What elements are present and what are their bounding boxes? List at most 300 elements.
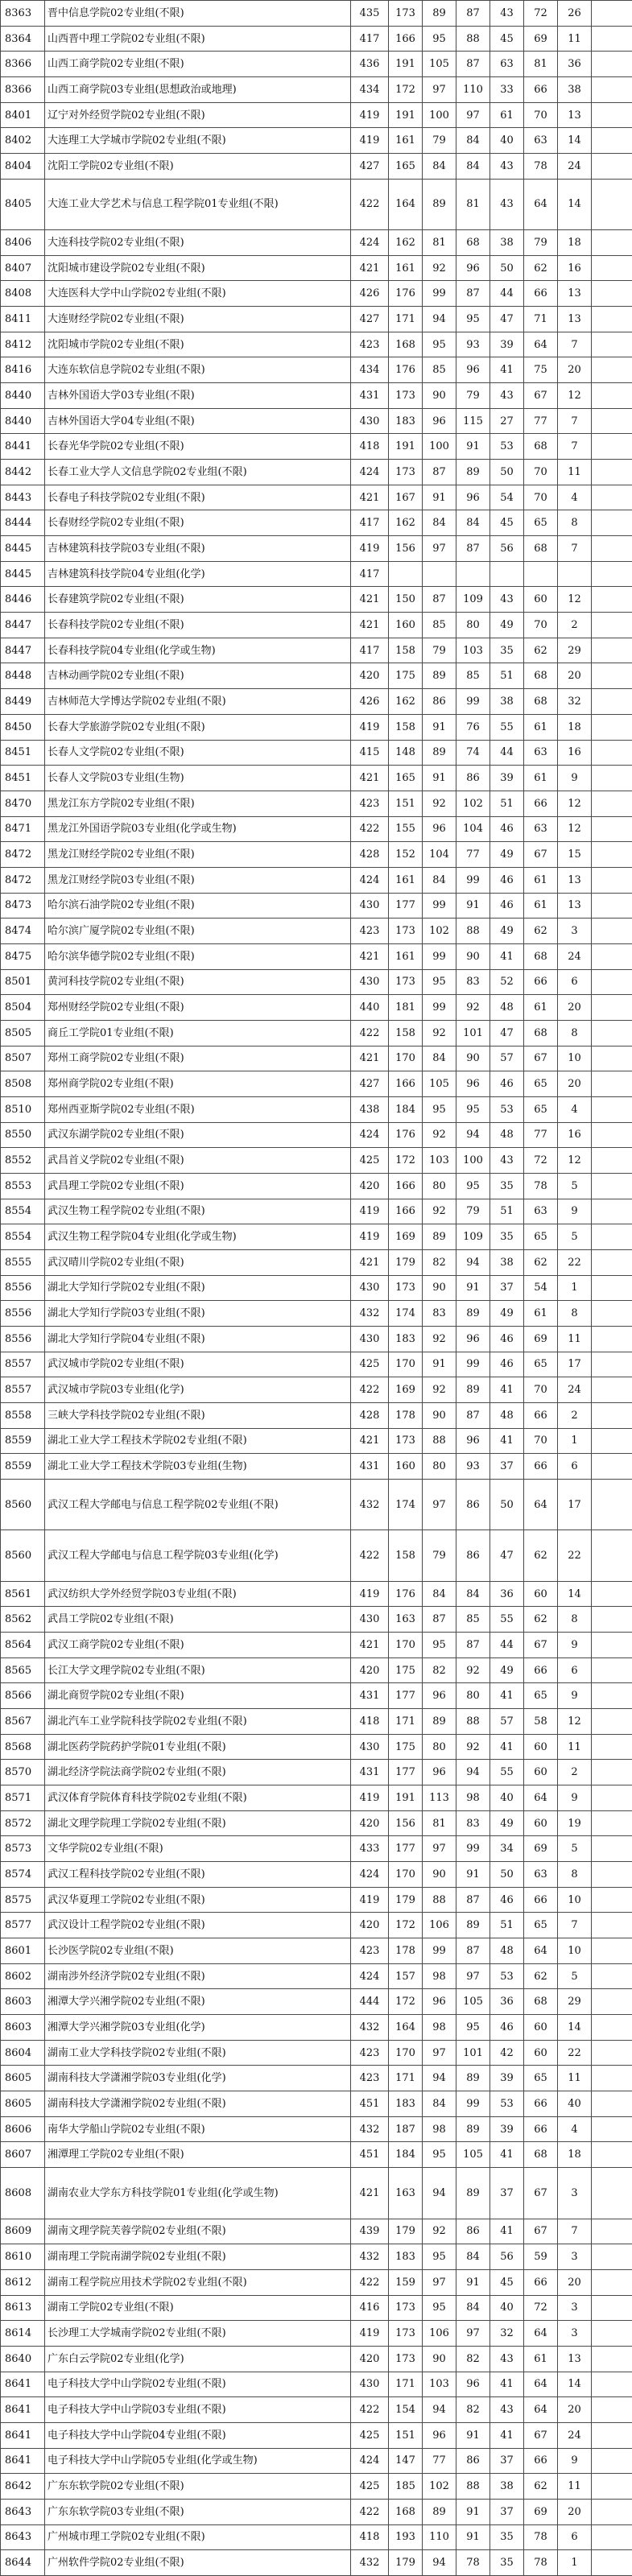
cell-score-c1: 161 [389,255,423,281]
cell-group-name: 吉林建筑科技学院03专业组(不限) [45,536,351,562]
cell-score-c1: 173 [389,1,423,27]
cell-score-c1: 170 [389,1862,423,1888]
table-row [1,2116,632,2142]
cell-group-name: 湖南农业大学东方科技学院01专业组(化学或生物) [45,2168,351,2219]
cell-score-c3: 82 [456,2397,490,2423]
cell-extra: 9 [558,2448,592,2474]
cell-score-min: 424 [351,460,389,485]
cell-score-min: 451 [351,2091,389,2117]
cell-score-c5: 63 [524,740,558,766]
cell-score-c3: 94 [456,1122,490,1148]
table-row [1,2397,632,2423]
cell-score-c4: 43 [490,154,524,180]
cell-score-c2: 96 [423,2422,456,2448]
table-row [1,2422,632,2448]
cell-group-name: 文华学院02专业组(不限) [45,1836,351,1862]
cell-score-c4: 47 [490,1530,524,1581]
cell-group-name: 吉林建筑科技学院04专业组(化学) [45,561,351,587]
cell-score-c3: 91 [456,2499,490,2524]
cell-score-c3: 87 [456,1633,490,1658]
cell-extra: 10 [558,1046,592,1071]
table-row [1,740,632,766]
cell-blank [592,1377,632,1403]
cell-score-c2: 91 [423,766,456,791]
cell-score-c2: 94 [423,307,456,332]
cell-score-min: 420 [351,1657,389,1683]
cell-score-min: 432 [351,2244,389,2270]
table-row [1,77,632,103]
cell-blank [592,383,632,409]
cell-group-name: 郑州西亚斯学院02专业组(不限) [45,1096,351,1122]
cell-score-c1: 171 [389,2372,423,2397]
cell-code: 8608 [1,2168,45,2219]
cell-extra: 10 [558,1887,592,1913]
cell-extra: 18 [558,2142,592,2168]
cell-group-name: 武汉工程科技学院02专业组(不限) [45,1862,351,1888]
cell-extra: 9 [558,1199,592,1224]
cell-score-c3: 89 [456,2116,490,2142]
cell-blank [592,1020,632,1046]
cell-score-c5: 68 [524,1020,558,1046]
cell-score-c4: 53 [490,1963,524,1989]
cell-score-min: 423 [351,1938,389,1964]
cell-extra: 20 [558,2397,592,2423]
table-row [1,1249,632,1275]
cell-score-c2: 92 [423,1122,456,1148]
cell-score-c5: 67 [524,1633,558,1658]
cell-group-name: 湖南工程学院应用技术学院02专业组(不限) [45,2269,351,2295]
cell-blank [592,230,632,256]
cell-group-name: 武汉设计工程学院02专业组(不限) [45,1913,351,1938]
cell-score-c5: 65 [524,2066,558,2091]
cell-extra: 3 [558,2244,592,2270]
cell-score-c3: 92 [456,1734,490,1760]
cell-extra: 3 [558,2168,592,2219]
cell-score-min: 432 [351,2116,389,2142]
cell-score-c4: 49 [490,1657,524,1683]
cell-score-c3: 84 [456,154,490,180]
table-row [1,2550,632,2576]
cell-blank [592,2168,632,2219]
cell-code: 8554 [1,1199,45,1224]
cell-score-c4: 34 [490,1836,524,1862]
cell-group-name: 郑州工商学院02专业组(不限) [45,1046,351,1071]
cell-score-c4: 55 [490,1607,524,1633]
cell-code: 8568 [1,1734,45,1760]
cell-blank [592,52,632,77]
cell-score-c5: 67 [524,2168,558,2219]
cell-blank [592,2219,632,2244]
cell-blank [592,2040,632,2066]
cell-score-c1: 165 [389,766,423,791]
cell-score-min: 423 [351,791,389,816]
table-row [1,1657,632,1683]
cell-score-c5: 61 [524,867,558,893]
cell-score-c2: 84 [423,867,456,893]
cell-score-c1: 179 [389,1249,423,1275]
cell-score-c5: 61 [524,995,558,1021]
cell-score-c3: 96 [456,1071,490,1097]
cell-score-c2: 92 [423,255,456,281]
cell-blank [592,1862,632,1888]
cell-score-c4: 40 [490,2295,524,2321]
cell-score-c3: 85 [456,1607,490,1633]
cell-score-c2: 91 [423,485,456,510]
cell-score-c1: 169 [389,1377,423,1403]
cell-group-name: 长春大学旅游学院02专业组(不限) [45,714,351,740]
cell-score-c5: 66 [524,1887,558,1913]
cell-score-c4: 38 [490,1249,524,1275]
cell-score-c5: 62 [524,1530,558,1581]
cell-score-c1: 175 [389,663,423,689]
cell-score-c3: 96 [456,255,490,281]
cell-score-c1: 158 [389,714,423,740]
cell-code: 8555 [1,1249,45,1275]
cell-score-c2: 98 [423,2116,456,2142]
cell-score-min: 427 [351,154,389,180]
cell-score-min: 418 [351,434,389,460]
cell-score-c2: 98 [423,1963,456,1989]
cell-group-name: 大连科技学院02专业组(不限) [45,230,351,256]
cell-group-name: 山西工商学院03专业组(思想政治或地理) [45,77,351,103]
cell-group-name: 长沙理工大学城南学院02专业组(不限) [45,2321,351,2347]
cell-score-c1: 187 [389,2116,423,2142]
cell-score-c5: 62 [524,919,558,944]
cell-score-min: 419 [351,128,389,154]
cell-extra: 10 [558,1938,592,1964]
cell-score-c1: 172 [389,77,423,103]
cell-code: 8558 [1,1402,45,1428]
cell-score-min: 415 [351,740,389,766]
cell-score-min: 426 [351,689,389,715]
cell-score-c1: 160 [389,613,423,638]
cell-extra: 29 [558,638,592,663]
cell-extra: 8 [558,1607,592,1633]
cell-extra: 12 [558,1709,592,1735]
cell-score-c4: 47 [490,1020,524,1046]
cell-score-c5: 72 [524,1148,558,1174]
cell-blank [592,2244,632,2270]
cell-extra: 5 [558,1173,592,1199]
cell-score-c4: 38 [490,230,524,256]
cell-score-c5: 62 [524,1963,558,1989]
cell-score-c5: 58 [524,1709,558,1735]
cell-blank [592,893,632,919]
cell-score-min: 419 [351,2321,389,2347]
cell-group-name: 电子科技大学中山学院05专业组(化学或生物) [45,2448,351,2474]
cell-score-c2: 97 [423,536,456,562]
cell-extra: 13 [558,102,592,128]
cell-code: 8572 [1,1810,45,1836]
cell-score-c4: 46 [490,2015,524,2041]
cell-score-c1: 152 [389,842,423,868]
cell-blank [592,1479,632,1530]
table-row [1,613,632,638]
cell-blank [592,919,632,944]
cell-group-name: 大连东软信息学院02专业组(不限) [45,357,351,383]
cell-code: 8411 [1,307,45,332]
cell-score-min: 417 [351,561,389,587]
cell-blank [592,1122,632,1148]
cell-blank [592,1607,632,1633]
cell-score-c5: 71 [524,307,558,332]
cell-score-min: 419 [351,1887,389,1913]
cell-score-c1: 179 [389,2219,423,2244]
cell-group-name: 电子科技大学中山学院03专业组(不限) [45,2397,351,2423]
cell-score-min: 421 [351,1046,389,1071]
cell-extra: 5 [558,1836,592,1862]
cell-group-name: 黑龙江外国语学院03专业组(化学或生物) [45,816,351,842]
cell-code: 8445 [1,561,45,587]
cell-code: 8472 [1,842,45,868]
cell-score-min: 432 [351,1479,389,1530]
cell-score-c5: 72 [524,1,558,27]
cell-code: 8642 [1,2474,45,2500]
cell-score-c1: 174 [389,1479,423,1530]
cell-score-c3: 101 [456,2040,490,2066]
table-row [1,1938,632,1964]
cell-group-name: 湖北工业大学工程技术学院03专业组(生物) [45,1454,351,1480]
cell-score-c2: 95 [423,26,456,52]
cell-blank [592,408,632,434]
cell-score-c2: 92 [423,1020,456,1046]
cell-score-c4: 41 [490,2142,524,2168]
cell-score-min: 422 [351,2499,389,2524]
cell-blank [592,561,632,587]
cell-group-name: 长春光华学院02专业组(不限) [45,434,351,460]
cell-blank [592,536,632,562]
table-row [1,408,632,434]
cell-score-c2: 94 [423,2397,456,2423]
cell-score-c3: 88 [456,919,490,944]
cell-extra: 12 [558,587,592,613]
cell-blank [592,1633,632,1658]
cell-score-c4 [490,561,524,587]
cell-blank [592,2422,632,2448]
cell-score-c1: 173 [389,460,423,485]
cell-score-c1: 170 [389,1633,423,1658]
cell-score-min: 425 [351,2422,389,2448]
cell-blank [592,1275,632,1301]
cell-score-c2: 86 [423,689,456,715]
cell-code: 8573 [1,1836,45,1862]
cell-score-c4: 45 [490,26,524,52]
cell-group-name: 武汉城市学院02专业组(不限) [45,1352,351,1377]
cell-blank [592,1,632,27]
cell-score-c2: 95 [423,332,456,357]
cell-score-c1: 164 [389,179,423,229]
cell-score-c3: 99 [456,1352,490,1377]
cell-blank [592,689,632,715]
cell-code: 8364 [1,26,45,52]
cell-blank [592,485,632,510]
cell-score-c1: 166 [389,1199,423,1224]
cell-score-min: 421 [351,943,389,969]
cell-code: 8601 [1,1938,45,1964]
cell-score-c5: 67 [524,842,558,868]
cell-score-c4: 43 [490,179,524,229]
cell-score-c3: 86 [456,2219,490,2244]
cell-score-c1: 179 [389,1887,423,1913]
cell-score-c2: 99 [423,1938,456,1964]
cell-blank [592,1657,632,1683]
cell-extra: 24 [558,943,592,969]
cell-score-c4: 35 [490,1224,524,1250]
cell-extra: 4 [558,485,592,510]
cell-score-c4: 49 [490,613,524,638]
cell-score-c2: 81 [423,1810,456,1836]
cell-score-c2: 103 [423,2372,456,2397]
cell-score-c2: 89 [423,2499,456,2524]
cell-group-name: 湖南科技大学潇湘学院03专业组(化学) [45,2066,351,2091]
cell-score-c5: 60 [524,1734,558,1760]
cell-code: 8557 [1,1352,45,1377]
cell-score-min: 422 [351,1377,389,1403]
cell-group-name: 湖南工业大学科技学院02专业组(不限) [45,2040,351,2066]
cell-blank [592,154,632,180]
cell-score-c1: 173 [389,1275,423,1301]
cell-score-c3: 82 [456,2346,490,2372]
cell-score-min: 427 [351,1071,389,1097]
cell-group-name: 哈尔滨华德学院02专业组(不限) [45,943,351,969]
cell-score-min: 424 [351,867,389,893]
cell-score-c2: 90 [423,2346,456,2372]
cell-blank [592,2499,632,2524]
cell-score-min: 440 [351,995,389,1021]
cell-score-c4: 35 [490,2550,524,2576]
cell-score-c4: 44 [490,1633,524,1658]
cell-score-min: 421 [351,255,389,281]
cell-score-c4: 45 [490,510,524,536]
cell-blank [592,1301,632,1327]
cell-blank [592,1046,632,1071]
cell-score-c5: 70 [524,1377,558,1403]
cell-score-min: 421 [351,1633,389,1658]
cell-extra: 17 [558,1352,592,1377]
cell-score-c4: 44 [490,740,524,766]
table-row [1,1046,632,1071]
cell-score-min: 427 [351,307,389,332]
cell-code: 8440 [1,383,45,409]
cell-score-min: 421 [351,613,389,638]
cell-score-c2: 96 [423,1683,456,1709]
cell-code: 8571 [1,1785,45,1811]
cell-blank [592,1938,632,1964]
cell-score-c4: 57 [490,1709,524,1735]
cell-extra: 22 [558,1249,592,1275]
cell-blank [592,2269,632,2295]
cell-score-c4: 55 [490,714,524,740]
cell-score-c4: 41 [490,2372,524,2397]
cell-extra: 6 [558,1454,592,1480]
cell-score-c3: 98 [456,1785,490,1811]
cell-score-c5: 66 [524,77,558,103]
cell-blank [592,1454,632,1480]
cell-blank [592,613,632,638]
cell-score-c4: 39 [490,332,524,357]
cell-extra: 2 [558,613,592,638]
cell-score-c1: 148 [389,740,423,766]
cell-score-c4: 46 [490,816,524,842]
table-row [1,714,632,740]
cell-code: 8447 [1,613,45,638]
cell-score-c2: 85 [423,613,456,638]
table-row [1,2448,632,2474]
cell-score-c4: 53 [490,2091,524,2117]
cell-score-c3: 84 [456,1581,490,1607]
cell-score-c5: 64 [524,2372,558,2397]
cell-code: 8570 [1,1760,45,1785]
cell-score-min: 422 [351,1020,389,1046]
cell-extra: 3 [558,919,592,944]
cell-score-c3: 100 [456,1148,490,1174]
cell-blank [592,1785,632,1811]
cell-score-c2: 91 [423,714,456,740]
cell-score-c4: 48 [490,1402,524,1428]
cell-group-name: 湖北大学知行学院04专业组(不限) [45,1326,351,1352]
table-row [1,1683,632,1709]
cell-score-c4: 55 [490,1760,524,1785]
cell-score-c3: 95 [456,2015,490,2041]
table-row [1,1224,632,1250]
cell-score-c1: 191 [389,434,423,460]
cell-score-c1: 181 [389,995,423,1021]
cell-score-c4: 43 [490,1,524,27]
cell-code: 8450 [1,714,45,740]
cell-blank [592,842,632,868]
table-row [1,1479,632,1530]
cell-score-c5: 60 [524,2015,558,2041]
cell-extra: 32 [558,689,592,715]
cell-blank [592,281,632,307]
cell-code: 8366 [1,52,45,77]
table-row [1,281,632,307]
cell-score-c3: 97 [456,1963,490,1989]
cell-score-c4: 50 [490,1862,524,1888]
cell-extra: 26 [558,1,592,27]
cell-group-name: 湘潭理工学院02专业组(不限) [45,2142,351,2168]
cell-score-min: 418 [351,1709,389,1735]
cell-extra: 8 [558,510,592,536]
cell-code: 8560 [1,1479,45,1530]
cell-score-c1: 185 [389,2474,423,2500]
cell-group-name: 湖南文理学院芙蓉学院02专业组(不限) [45,2219,351,2244]
cell-score-c3: 94 [456,1760,490,1785]
cell-score-c1: 191 [389,52,423,77]
cell-score-c1: 173 [389,969,423,995]
cell-code: 8603 [1,1989,45,2015]
cell-blank [592,1734,632,1760]
cell-group-name: 电子科技大学中山学院04专业组(不限) [45,2422,351,2448]
cell-group-name: 湘潭大学兴湘学院02专业组(不限) [45,1989,351,2015]
cell-extra: 7 [558,332,592,357]
cell-score-c4: 53 [490,1096,524,1122]
table-row [1,1709,632,1735]
cell-score-c1: 169 [389,1224,423,1250]
cell-score-c3: 95 [456,1173,490,1199]
cell-score-min: 428 [351,842,389,868]
cell-blank [592,1989,632,2015]
cell-extra: 13 [558,307,592,332]
cell-score-c3: 88 [456,1709,490,1735]
cell-score-min: 430 [351,893,389,919]
cell-code: 8640 [1,2346,45,2372]
cell-blank [592,1173,632,1199]
cell-score-c2: 85 [423,357,456,383]
cell-extra: 8 [558,1862,592,1888]
table-row [1,485,632,510]
cell-score-c3: 96 [456,357,490,383]
